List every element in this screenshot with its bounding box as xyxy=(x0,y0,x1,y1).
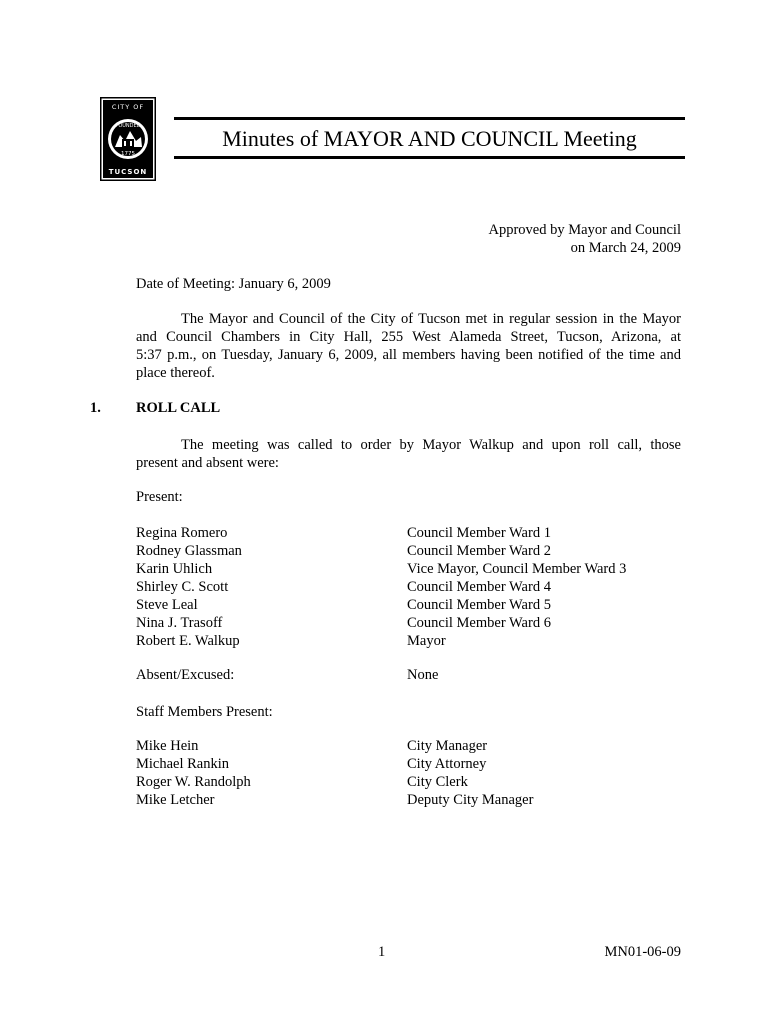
header-rule-bottom xyxy=(174,156,685,159)
paragraph-line: The meeting was called to order by Mayor Walkup and upon roll call, those xyxy=(181,437,681,453)
list-item xyxy=(136,791,533,809)
member-role: Mayor xyxy=(407,633,446,649)
list-item xyxy=(136,614,626,632)
member-name: Rodney Glassman xyxy=(136,543,242,559)
staff-name: Mike Hein xyxy=(136,738,199,754)
seal-text-year: 1775 xyxy=(121,151,135,157)
header-rule-top xyxy=(174,117,685,120)
member-name: Nina J. Trasoff xyxy=(136,615,223,631)
list-item xyxy=(136,578,626,596)
list-item xyxy=(136,542,626,560)
section-title: ROLL CALL xyxy=(136,400,221,416)
page-number: 1 xyxy=(378,944,386,960)
approval-line-1: Approved by Mayor and Council xyxy=(488,222,681,238)
list-item xyxy=(136,596,626,614)
staff-role: City Clerk xyxy=(407,774,468,790)
document-code: MN01-06-09 xyxy=(604,944,681,960)
member-name: Robert E. Walkup xyxy=(136,633,240,649)
staff-role: Deputy City Manager xyxy=(407,792,534,808)
staff-name: Mike Letcher xyxy=(136,792,215,808)
paragraph-line: The Mayor and Council of the City of Tucson met in regular session in the Mayor xyxy=(181,311,681,327)
member-role: Council Member Ward 1 xyxy=(407,525,551,541)
staff-role: City Attorney xyxy=(407,756,487,772)
list-item xyxy=(136,524,626,542)
staff-role: City Manager xyxy=(407,738,488,754)
member-name: Shirley C. Scott xyxy=(136,579,229,595)
list-item xyxy=(136,737,533,755)
list-item xyxy=(136,632,626,650)
document-title: Minutes of MAYOR AND COUNCIL Meeting xyxy=(222,126,637,151)
paragraph-line: place thereof. xyxy=(136,365,215,381)
seal-text-bottom: TUCSON xyxy=(108,168,148,176)
member-role: Council Member Ward 2 xyxy=(407,543,551,559)
member-name: Karin Uhlich xyxy=(136,561,213,577)
present-label: Present: xyxy=(136,489,183,505)
list-item xyxy=(136,773,533,791)
absent-row xyxy=(136,666,438,684)
member-role: Council Member Ward 4 xyxy=(407,579,551,595)
city-seal-logo xyxy=(100,97,156,181)
staff-present-list xyxy=(136,737,533,809)
member-name: Steve Leal xyxy=(136,597,198,613)
staff-present-label: Staff Members Present: xyxy=(136,704,273,720)
intro-paragraph xyxy=(136,310,681,382)
staff-name: Roger W. Randolph xyxy=(136,774,251,790)
members-present-list xyxy=(136,524,626,650)
approval-note xyxy=(489,221,682,257)
absent-label: Absent/Excused: xyxy=(136,667,235,683)
call-to-order-paragraph xyxy=(136,436,681,472)
approval-line-2: on March 24, 2009 xyxy=(570,240,681,256)
staff-name: Michael Rankin xyxy=(136,756,230,772)
section-number: 1. xyxy=(90,400,101,416)
member-role: Vice Mayor, Council Member Ward 3 xyxy=(407,561,627,577)
meeting-date: Date of Meeting: January 6, 2009 xyxy=(136,276,331,292)
list-item xyxy=(136,560,626,578)
list-item xyxy=(136,755,533,773)
member-name: Regina Romero xyxy=(136,525,228,541)
absent-value: None xyxy=(407,667,439,683)
seal-text-middle: FOUNDED xyxy=(115,123,141,129)
paragraph-line: and Council Chambers in City Hall, 255 West Alameda Street, Tucson, Arizona, at xyxy=(136,329,681,345)
seal-text-top: CITY OF xyxy=(111,103,145,111)
paragraph-line: 5:37 p.m., on Tuesday, January 6, 2009, all members having been notified of the time and xyxy=(136,347,681,363)
member-role: Council Member Ward 6 xyxy=(407,615,551,631)
list-item xyxy=(136,666,438,684)
member-role: Council Member Ward 5 xyxy=(407,597,551,613)
paragraph-line: present and absent were: xyxy=(136,455,279,471)
